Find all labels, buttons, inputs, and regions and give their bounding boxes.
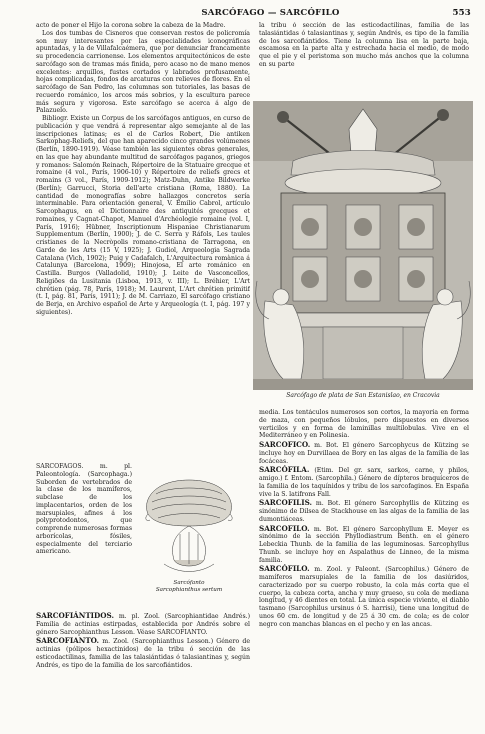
entry-sarcofilis [259, 499, 469, 523]
headword: SARCÓFILO. [259, 564, 310, 574]
headword: SARCOFILO. [259, 523, 310, 533]
headword: SARCOFIÁNTIDOS. [36, 611, 114, 620]
paragraph: acto de poner el Hijo la corona sobre la cabeza de la Madre. [36, 22, 226, 29]
shell-caption-line2: Sarcophianthus sertum [155, 586, 223, 593]
sarcofianto-illustration [134, 474, 244, 578]
entry-sarcofila [259, 466, 469, 498]
photo-caption: Sarcófago de plata de San Estanislao, en Cracovia [286, 392, 440, 399]
left-column-top [36, 22, 250, 463]
sarcophagus-photo [253, 101, 473, 390]
paragraph: Los dos tumbas de Cisneros que conservan restos de policromía son muy interesantes por las especialidades iconográficas apuntadas, y la de Villafalcaémera, que por denunciar francamente su procedencia carrionense. Los elementos arquitectónicos de este sarcófago son de tramas más finida, pero acaso no de mano menos excelentes: arquillos, fustes cortados y labrados profusamente, hojas complicadas, fondos de arcaturas con relieves de flores. En el sarcófago de San Pedro, las columnas son tutoriales, las basas de recuerdo románico, los arcos más sobrios, y la escultura parece más segura y vigorosa. Este sarcófago se acerca á algo de Palazuelo. [36, 29, 250, 115]
page-number: 553 [452, 8, 471, 18]
entry-body: m. Zool. y Paleont. (Sarcophilus.) Género de mamíferos marsupiales de la familia de los dasiúridos, caracterizado por su cuerpo robusto, la cola más corta que el cuerpo, la cabeza corta, ancha y muy grueso, su cola de mediana longitud, y 46 dientes en total. La única especie viviente, el diablo tasmano (Sarcophilus ursinus ó S. harrisi), tiene una longitud de unos 60 cm. de longitud y de 25 á 30 cm. de cola; es de color negro con manchas blancas en el pecho y en las ancas. [259, 566, 469, 628]
entry-body: (Etim. Del gr. sarx, sarkos, carne, y philos, amigo.) f. Entom. (Sarcophila.) Género de dípteros braquíceros de la familia de los taquínidos y tribu de los sarcofaginos. En España vive la S. latifrons Fall. [259, 467, 469, 498]
page-header [70, 8, 471, 20]
entry-body: m. Bot. El género Sarcophyllum E. Meyer es sinónimo de la sección Phyllodiastrum Benth. en el género Lebeckia Thunb. de la familia de las leguminosas. Sarcophyllus Thunb. se incluye hoy en Aspalathus de Linneo, de la misma familia. [259, 525, 469, 564]
paragraph: la tribu ó sección de las esticodactilinas, familia de las talasiántidas ó talasiantinas y, según Andrés, es tipo de la familia de los sarcofiántidos. Tiene la columna lisa en la parte baja, escamosa en la parte alta y estrechada hacia el medio, de modo que el pie y el peristoma son mucho más anchos que la columna en su parte [259, 22, 469, 68]
entry-sarcofilo-bot [259, 525, 469, 565]
entry-body: m. pl. Zool. (Sarcophiantidae Andrés.) Familia de actinias estirpadas, establecida por Andrés sobre el género Sarcophianthus Lesson. Véase SARCOFIANTO. [36, 613, 250, 636]
entry-body: m. Zool. (Sarcophianthus Lesson.) Género de actinias (pólipos hexactinidos) de la tribu ó sección de las esticodactilinas, familia de las talasiántidas ó talasiantinas y, según Andrés, es tipo de la familia de los sarcofiántidos. [36, 638, 250, 669]
entry-sarcofianto [36, 637, 250, 669]
paragraph: Bibliogr. Existe un Corpus de los sarcófagos antiguos, en curso de publicación y que vendrá á representar algo semejante al de las inscripciones latinas; es el de Carlos Robert, Die antiken Sarkophag-Reliefs, del que han aparecido cinco grandes volúmenes (Berlín, 1890-1919). Véase también las siguientes obras generales, en las que hay abundante multitud de sarcófagos paganos, griegos y romanos: Salomón Reinach, Répertoire de la Statuaire grecque et romaine (4 vol., París, 1906-10) y Répertoire de reliefs grecs et romains (3 vol., París, 1909-1912); Matz-Duhn, Antike Bildwerke (Berlín); Garrucci, Storia dell'arte cristiana (Roma, 1880). La cantidad de monografías sobre hallazgos concretos sería interminable. Para orientación general, V. Emilio Cabrol, artículo Sarcophagus, en el Dictionnaire des antiquités grecques et romaines, y Cagnat-Chapot, Manuel d'Archéologie romaine (vol. I, París, 1916); Hübner, Inscriptionum Hispaniae Christianarum Supplementum (Berlín, 1900); J. de C. Serra y Ráfols, Les taules cristianes de la Necròpolis romano-cristiana de Tarragona, en Garde de les Arts (15 V, 1925); J. Gudiol, Arqueologia Sagrada Catalana (Vich, 1902); Puig y Cadafalch, L'Arquitectura romànica á Catalunya (Barcelona, 1909); Hinojosa, El arte románico en Castilla. Burgos (Valladolid, 1910); J. Leite de Vasconcellos, Religiões da Lusitania (Lisboa, 1913, v. III); L. Bréhier, L'Art chrétien (pág. 78, París, 1918); M. Laurent, L'Art chrétien primitif (t. I, pág. 81, París, 1911); J. de M. Carriazo, El sarcófago cristiano de Berja, en Archivo español de Arte y Arqueología (t. I, pág. 197 y siguientes). [36, 115, 250, 316]
left-column-bottom [36, 611, 250, 721]
entry-body: m. Bot. El género Sarcophycus de Kützing se incluye hoy en Durvillaea de Bory en las algas de la familia de las focáceas. [259, 442, 469, 465]
entry-body: media. Los tentáculos numerosos son cortos, la mayoría en forma de maza, con pequeños lóbulos, pero dispuestos en diversos verticilos y en forma de laminillas multilobulas. Vive en el Mediterráneo y en Polinesia. [259, 409, 469, 440]
entry-sarcofilo-zool [259, 565, 469, 628]
entry-sarcofiantidos [36, 612, 250, 636]
shell-caption [134, 580, 244, 593]
page-title: SARCÓFAGO — SARCÓFILO [201, 8, 340, 18]
headword: SARCOFILIS. [259, 498, 313, 508]
headword: SARCOFICO. [259, 440, 311, 449]
paragraph [259, 409, 469, 440]
headword: SARCOFIANTO. [36, 636, 100, 646]
entry-body: m. Bot. El género Sarcophyllis de Kützing es sinónimo de Dilsea de Stackhouse en las algas de la familia de las dumontiáceas. [259, 500, 469, 523]
shell-caption-line1: Sarcófanto [173, 580, 205, 586]
headword: SARCÓFILA. [259, 465, 310, 475]
right-column-top [259, 22, 469, 98]
right-column-bottom [259, 409, 469, 721]
entry-sarcofagos: SARCÓFAGOS. m. pl. Paleontología. (Sarcophaga.) Suborden de vertebrados de la clase de los mamíferos, subclase de los implacentarios, orden de los marsupiales, afines á los polyprotodontos, que comprende numerosas formas arborícolas, fósiles, especialmente del terciario americano. [36, 463, 132, 556]
entry-sarcofico [259, 441, 469, 465]
